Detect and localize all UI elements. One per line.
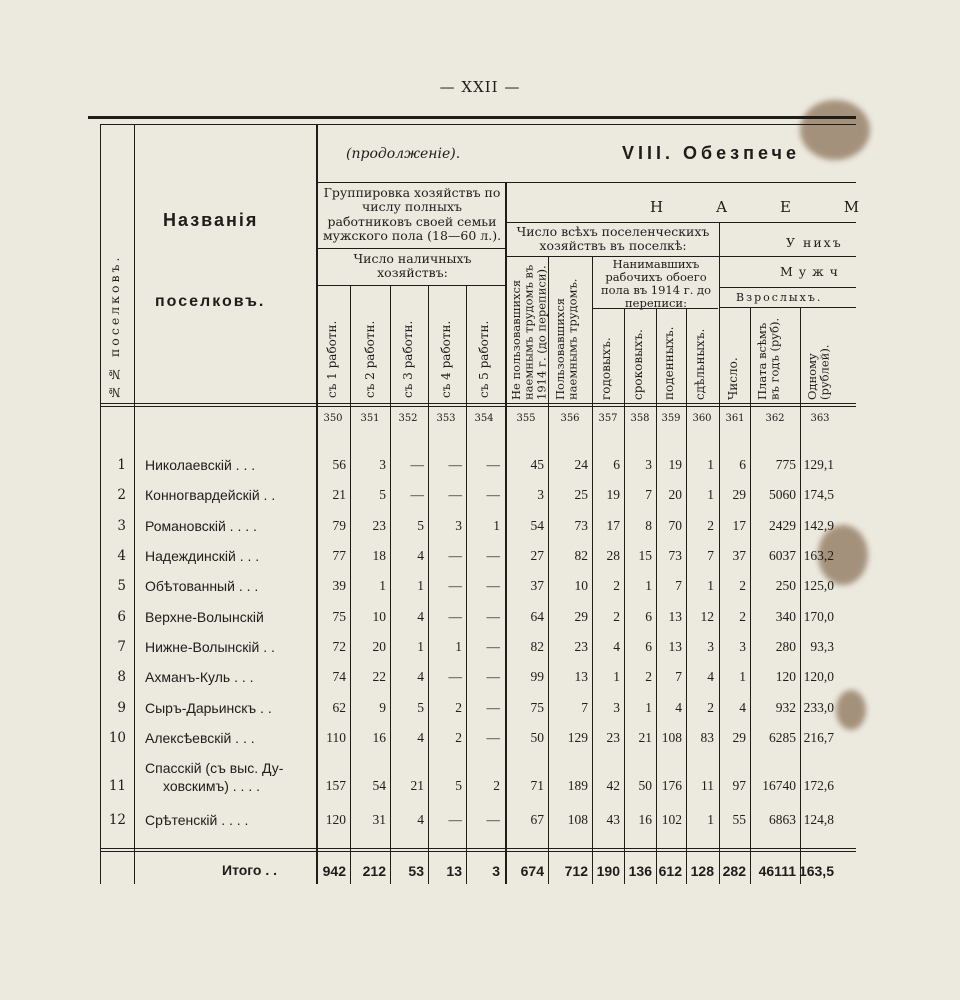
village-name: Николаевскій . . . bbox=[145, 457, 256, 473]
table-cell: 3 bbox=[645, 457, 652, 472]
table-cell: 12 bbox=[700, 609, 714, 624]
village-name: Срѣтенскій . . . . bbox=[145, 812, 249, 828]
table-cell: 170,0 bbox=[803, 609, 834, 624]
stain bbox=[836, 690, 866, 730]
total-cell: 46111 bbox=[758, 863, 796, 879]
table-cell: 2 bbox=[613, 609, 620, 624]
table-cell: 97 bbox=[732, 778, 746, 793]
col-line bbox=[316, 124, 318, 884]
table-cell: 37 bbox=[732, 548, 746, 563]
table-cell: 73 bbox=[574, 518, 588, 533]
table-cell: 129,1 bbox=[803, 457, 834, 472]
table-cell: — bbox=[448, 669, 462, 684]
section-title: VIII. Обезпече bbox=[622, 143, 800, 163]
total-cell: 674 bbox=[520, 863, 544, 879]
row-number: 6 bbox=[117, 609, 126, 625]
table-cell: 70 bbox=[668, 518, 682, 533]
table-cell: 4 bbox=[613, 639, 620, 654]
table-cell: 99 bbox=[530, 669, 544, 684]
table-cell: 83 bbox=[700, 730, 714, 745]
total-cell: 128 bbox=[690, 863, 714, 879]
village-name: Обѣтованный . . . bbox=[145, 578, 259, 594]
village-name: Надеждинскій . . . bbox=[145, 548, 260, 564]
total-cell: 942 bbox=[322, 863, 346, 879]
table-cell: 20 bbox=[668, 487, 682, 502]
table-cell: 71 bbox=[530, 778, 544, 793]
table-cell: 2429 bbox=[769, 518, 796, 533]
rule bbox=[318, 285, 506, 286]
col-header-names-1: Названія bbox=[163, 210, 259, 230]
table-cell: 4 bbox=[707, 669, 714, 684]
table-cell: 29 bbox=[732, 730, 746, 745]
row-number: 1 bbox=[117, 457, 126, 473]
table-cell: 163,2 bbox=[803, 548, 834, 563]
table-cell: — bbox=[448, 487, 462, 502]
table-cell: — bbox=[486, 669, 500, 684]
table-cell: 13 bbox=[668, 639, 682, 654]
total-cell: 212 bbox=[362, 863, 386, 879]
table-cell: 7 bbox=[581, 700, 588, 715]
row-number: 7 bbox=[117, 639, 126, 655]
table-cell: — bbox=[448, 578, 462, 593]
table-cell: 1 bbox=[493, 518, 500, 533]
hire-type-annual: годовыхъ. bbox=[599, 337, 613, 400]
total-cell: 3 bbox=[492, 863, 500, 879]
table-cell: 216,7 bbox=[803, 730, 834, 745]
table-cell: 932 bbox=[775, 700, 796, 715]
rule bbox=[318, 248, 506, 249]
table-cell: 1 bbox=[739, 669, 746, 684]
table-cell: 54 bbox=[372, 778, 386, 793]
table-cell: 16740 bbox=[762, 778, 796, 793]
hire-type-daily: поденныхъ. bbox=[662, 326, 676, 400]
table-cell: 93,3 bbox=[810, 639, 834, 654]
among-them-header: У нихъ bbox=[786, 235, 843, 250]
table-cell: 157 bbox=[325, 778, 346, 793]
col-header-names-2: поселковъ. bbox=[155, 293, 266, 310]
table-cell: 1 bbox=[707, 457, 714, 472]
total-cell: 190 bbox=[596, 863, 620, 879]
table-cell: 55 bbox=[732, 812, 746, 827]
table-cell: 67 bbox=[530, 812, 544, 827]
column-number: 353 bbox=[436, 413, 456, 424]
rule bbox=[318, 182, 856, 183]
table-cell: 120 bbox=[325, 812, 346, 827]
table-cell: 54 bbox=[530, 518, 544, 533]
table-cell: 142,9 bbox=[803, 518, 834, 533]
table-cell: 82 bbox=[574, 548, 588, 563]
total-cell: 163,5 bbox=[798, 863, 834, 879]
table-cell: 72 bbox=[332, 639, 346, 654]
table-cell: 43 bbox=[606, 812, 620, 827]
table-cell: — bbox=[486, 700, 500, 715]
table-cell: 1 bbox=[613, 669, 620, 684]
table-cell: 21 bbox=[638, 730, 652, 745]
row-number: 9 bbox=[117, 700, 126, 716]
table-cell: 1 bbox=[417, 578, 424, 593]
table-cell: 18 bbox=[372, 548, 386, 563]
table-cell: 13 bbox=[574, 669, 588, 684]
table-cell: 4 bbox=[417, 730, 424, 745]
table-cell: 3 bbox=[707, 639, 714, 654]
table-cell: 4 bbox=[739, 700, 746, 715]
table-cell: 6 bbox=[613, 457, 620, 472]
column-number: 350 bbox=[323, 413, 343, 424]
table-cell: 31 bbox=[372, 812, 386, 827]
table-cell: 75 bbox=[530, 700, 544, 715]
table-cell: — bbox=[410, 487, 424, 502]
table-cell: — bbox=[448, 812, 462, 827]
table-cell: 25 bbox=[574, 487, 588, 502]
village-name: Верхне-Волынскій bbox=[145, 609, 264, 625]
table-cell: 4 bbox=[417, 669, 424, 684]
all-households-header: Число всѣхъ поселенческихъ хозяйствъ въ поселкѣ: bbox=[516, 224, 710, 254]
table-cell: — bbox=[486, 639, 500, 654]
row-number: 11 bbox=[108, 778, 126, 794]
table-cell: 2 bbox=[739, 578, 746, 593]
table-cell: 1 bbox=[645, 578, 652, 593]
top-rule-thin bbox=[100, 124, 856, 125]
table-cell: 64 bbox=[530, 609, 544, 624]
row-number: 12 bbox=[108, 812, 126, 828]
col-line bbox=[686, 308, 687, 884]
grouping-header: Группировка хозяйствъ по числу полныхъ работниковъ своей семьи мужского пола (18—60 л.). bbox=[322, 185, 502, 244]
table-cell: 17 bbox=[606, 518, 620, 533]
table-cell: 5060 bbox=[769, 487, 796, 502]
table-cell: 3 bbox=[537, 487, 544, 502]
workers-5: съ 5 работн. bbox=[477, 320, 491, 398]
table-cell: 4 bbox=[417, 812, 424, 827]
present-households-header: Число наличныхъ хозяйствъ: bbox=[353, 251, 472, 281]
total-rule-2 bbox=[100, 851, 856, 852]
total-label: Итого . . bbox=[222, 862, 278, 878]
col-line bbox=[750, 307, 751, 884]
table-cell: 2 bbox=[493, 778, 500, 793]
table-cell: 102 bbox=[661, 812, 682, 827]
table-cell: 21 bbox=[332, 487, 346, 502]
village-name: Романовскій . . . . bbox=[145, 518, 257, 534]
col-header-village-no: №№ поселковъ. bbox=[107, 254, 122, 400]
total-cell: 136 bbox=[628, 863, 652, 879]
total-rule bbox=[100, 848, 856, 849]
table-cell: — bbox=[410, 457, 424, 472]
column-number: 354 bbox=[474, 413, 494, 424]
column-number: 363 bbox=[810, 413, 830, 424]
workers-4: съ 4 работн. bbox=[439, 320, 453, 398]
using-header: Пользовавшихся наемнымъ трудомъ. bbox=[553, 278, 580, 400]
table-cell: 22 bbox=[372, 669, 386, 684]
table-cell: — bbox=[448, 548, 462, 563]
row-number: 4 bbox=[117, 548, 126, 564]
table-cell: 3 bbox=[739, 639, 746, 654]
header-bottom-rule-2 bbox=[100, 406, 856, 407]
table-cell: 6037 bbox=[769, 548, 796, 563]
total-cell: 13 bbox=[446, 863, 462, 879]
total-cell: 612 bbox=[658, 863, 682, 879]
table-cell: 7 bbox=[645, 487, 652, 502]
page-number: — XXII — bbox=[439, 78, 521, 96]
table-cell: 4 bbox=[417, 548, 424, 563]
table-cell: 50 bbox=[638, 778, 652, 793]
row-number: 2 bbox=[117, 487, 126, 503]
table-cell: 74 bbox=[332, 669, 346, 684]
table-cell: 5 bbox=[455, 778, 462, 793]
table-cell: 20 bbox=[372, 639, 386, 654]
total-cell: 712 bbox=[564, 863, 588, 879]
table-cell: 45 bbox=[530, 457, 544, 472]
table-cell: 8 bbox=[645, 518, 652, 533]
table-cell: 5 bbox=[417, 700, 424, 715]
pay-all-header: Плата всѣмъ въ годъ (руб). bbox=[755, 317, 782, 400]
table-cell: 4 bbox=[417, 609, 424, 624]
table-cell: 23 bbox=[606, 730, 620, 745]
table-cell: 29 bbox=[574, 609, 588, 624]
village-name: Сыръ-Дарьинскъ . . bbox=[145, 700, 272, 716]
table-cell: — bbox=[486, 812, 500, 827]
table-cell: 280 bbox=[775, 639, 796, 654]
table-cell: 174,5 bbox=[803, 487, 834, 502]
table-cell: 10 bbox=[574, 578, 588, 593]
hire-header: Н А Е М bbox=[650, 198, 884, 216]
rule bbox=[720, 307, 856, 308]
table-cell: 77 bbox=[332, 548, 346, 563]
row-number: 3 bbox=[117, 518, 126, 534]
table-cell: 24 bbox=[574, 457, 588, 472]
table-cell: 125,0 bbox=[803, 578, 834, 593]
table-cell: 10 bbox=[372, 609, 386, 624]
table-cell: 19 bbox=[606, 487, 620, 502]
table-cell: 1 bbox=[455, 639, 462, 654]
table-cell: 775 bbox=[775, 457, 796, 472]
table-cell: 6863 bbox=[769, 812, 796, 827]
table-cell: 7 bbox=[707, 548, 714, 563]
table-cell: 6285 bbox=[769, 730, 796, 745]
table-cell: 120 bbox=[775, 669, 796, 684]
column-number: 355 bbox=[516, 413, 536, 424]
table-cell: 17 bbox=[732, 518, 746, 533]
col-line bbox=[134, 124, 135, 884]
table-cell: 6 bbox=[645, 609, 652, 624]
table-cell: 73 bbox=[668, 548, 682, 563]
pay-one-header: Одному (рублей). bbox=[805, 344, 832, 400]
table-cell: 6 bbox=[645, 639, 652, 654]
column-number: 358 bbox=[630, 413, 650, 424]
top-rule bbox=[88, 116, 856, 119]
table-cell: — bbox=[448, 609, 462, 624]
table-cell: 1 bbox=[707, 812, 714, 827]
rule bbox=[720, 287, 856, 288]
table-cell: — bbox=[486, 548, 500, 563]
row-number: 5 bbox=[117, 578, 126, 594]
table-cell: 124,8 bbox=[803, 812, 834, 827]
table-cell: — bbox=[448, 457, 462, 472]
village-name-cont: ховскимъ) . . . . bbox=[163, 778, 261, 794]
table-cell: 75 bbox=[332, 609, 346, 624]
column-number: 356 bbox=[560, 413, 580, 424]
table-cell: 5 bbox=[417, 518, 424, 533]
table-cell: 27 bbox=[530, 548, 544, 563]
table-cell: 16 bbox=[638, 812, 652, 827]
table-cell: 176 bbox=[661, 778, 682, 793]
table-cell: 9 bbox=[379, 700, 386, 715]
table-cell: 2 bbox=[707, 700, 714, 715]
village-name: Конногвардейскій . . bbox=[145, 487, 276, 503]
table-cell: 108 bbox=[661, 730, 682, 745]
table-cell: 13 bbox=[668, 609, 682, 624]
table-cell: 39 bbox=[332, 578, 346, 593]
col-line bbox=[656, 308, 657, 884]
table-cell: 2 bbox=[707, 518, 714, 533]
col-line bbox=[100, 124, 101, 884]
table-cell: 172,6 bbox=[803, 778, 834, 793]
col-line bbox=[800, 307, 801, 884]
table-cell: — bbox=[486, 609, 500, 624]
table-cell: 189 bbox=[567, 778, 588, 793]
village-name: Ахманъ-Куль . . . bbox=[145, 669, 254, 685]
table-cell: 6 bbox=[739, 457, 746, 472]
table-cell: 28 bbox=[606, 548, 620, 563]
table-cell: 3 bbox=[455, 518, 462, 533]
table-cell: 79 bbox=[332, 518, 346, 533]
table-cell: 23 bbox=[372, 518, 386, 533]
table-cell: 2 bbox=[613, 578, 620, 593]
table-cell: 5 bbox=[379, 487, 386, 502]
workers-1: съ 1 работн. bbox=[325, 320, 339, 398]
table-cell: 11 bbox=[701, 778, 714, 793]
table-cell: 129 bbox=[567, 730, 588, 745]
table-cell: 37 bbox=[530, 578, 544, 593]
table-cell: — bbox=[486, 487, 500, 502]
table-cell: 42 bbox=[606, 778, 620, 793]
column-number: 359 bbox=[661, 413, 681, 424]
village-name: Спасскій (съ выс. Ду- bbox=[145, 760, 284, 776]
table-cell: 1 bbox=[645, 700, 652, 715]
table-cell: 56 bbox=[332, 457, 346, 472]
table-cell: 1 bbox=[417, 639, 424, 654]
table-cell: 250 bbox=[775, 578, 796, 593]
table-cell: 7 bbox=[675, 578, 682, 593]
table-cell: 82 bbox=[530, 639, 544, 654]
header-bottom-rule bbox=[100, 403, 856, 404]
continued-label: (продолженіе). bbox=[346, 146, 461, 162]
table-cell: 2 bbox=[645, 669, 652, 684]
village-name: Нижне-Волынскій . . bbox=[145, 639, 275, 655]
table-cell: 340 bbox=[775, 609, 796, 624]
rule bbox=[506, 222, 856, 223]
table-cell: 120,0 bbox=[803, 669, 834, 684]
total-cell: 282 bbox=[722, 863, 746, 879]
table-cell: 1 bbox=[707, 487, 714, 502]
stain bbox=[800, 100, 870, 160]
table-cell: 7 bbox=[675, 669, 682, 684]
column-number: 361 bbox=[725, 413, 745, 424]
table-cell: 3 bbox=[613, 700, 620, 715]
table-cell: 108 bbox=[567, 812, 588, 827]
table-cell: 29 bbox=[732, 487, 746, 502]
village-name: Алексѣевскій . . . bbox=[145, 730, 255, 746]
hire-type-piece: сдѣльныхъ. bbox=[693, 328, 707, 400]
table-cell: 50 bbox=[530, 730, 544, 745]
column-number: 360 bbox=[692, 413, 712, 424]
table-cell: — bbox=[486, 578, 500, 593]
col-line bbox=[624, 308, 625, 884]
table-cell: 2 bbox=[455, 700, 462, 715]
workers-3: съ 3 работн. bbox=[401, 320, 415, 398]
table-cell: 16 bbox=[372, 730, 386, 745]
column-number: 357 bbox=[598, 413, 618, 424]
table-cell: 15 bbox=[638, 548, 652, 563]
table-cell: 3 bbox=[379, 457, 386, 472]
number-header: Число. bbox=[726, 357, 740, 400]
table-cell: 19 bbox=[668, 457, 682, 472]
row-number: 8 bbox=[117, 669, 126, 685]
not-using-header: Не пользовавшихся наемнымъ трудомъ въ 1914 г. (до переписи). bbox=[509, 264, 549, 400]
table-cell: 1 bbox=[707, 578, 714, 593]
table-cell: 62 bbox=[332, 700, 346, 715]
hired-workers-header: Нанимавшихъ рабочихъ обоего пола въ 1914 г. до переписи: bbox=[600, 257, 712, 310]
hire-type-term: сроковыхъ. bbox=[631, 329, 645, 400]
row-number: 10 bbox=[108, 730, 126, 746]
column-number: 352 bbox=[398, 413, 418, 424]
total-cell: 53 bbox=[408, 863, 424, 879]
table-cell: — bbox=[486, 457, 500, 472]
table-cell: 110 bbox=[326, 730, 346, 745]
table-cell: 2 bbox=[739, 609, 746, 624]
table-cell: 23 bbox=[574, 639, 588, 654]
workers-2: съ 2 работн. bbox=[363, 320, 377, 398]
column-number: 362 bbox=[765, 413, 785, 424]
table-cell: — bbox=[486, 730, 500, 745]
adults-header: Взрослыхъ. bbox=[736, 291, 823, 304]
male-header: Мужч bbox=[780, 264, 844, 279]
table-cell: 2 bbox=[455, 730, 462, 745]
column-number: 351 bbox=[360, 413, 380, 424]
table-cell: 4 bbox=[675, 700, 682, 715]
table-cell: 233,0 bbox=[803, 700, 834, 715]
table-cell: 1 bbox=[379, 578, 386, 593]
table-cell: 21 bbox=[410, 778, 424, 793]
